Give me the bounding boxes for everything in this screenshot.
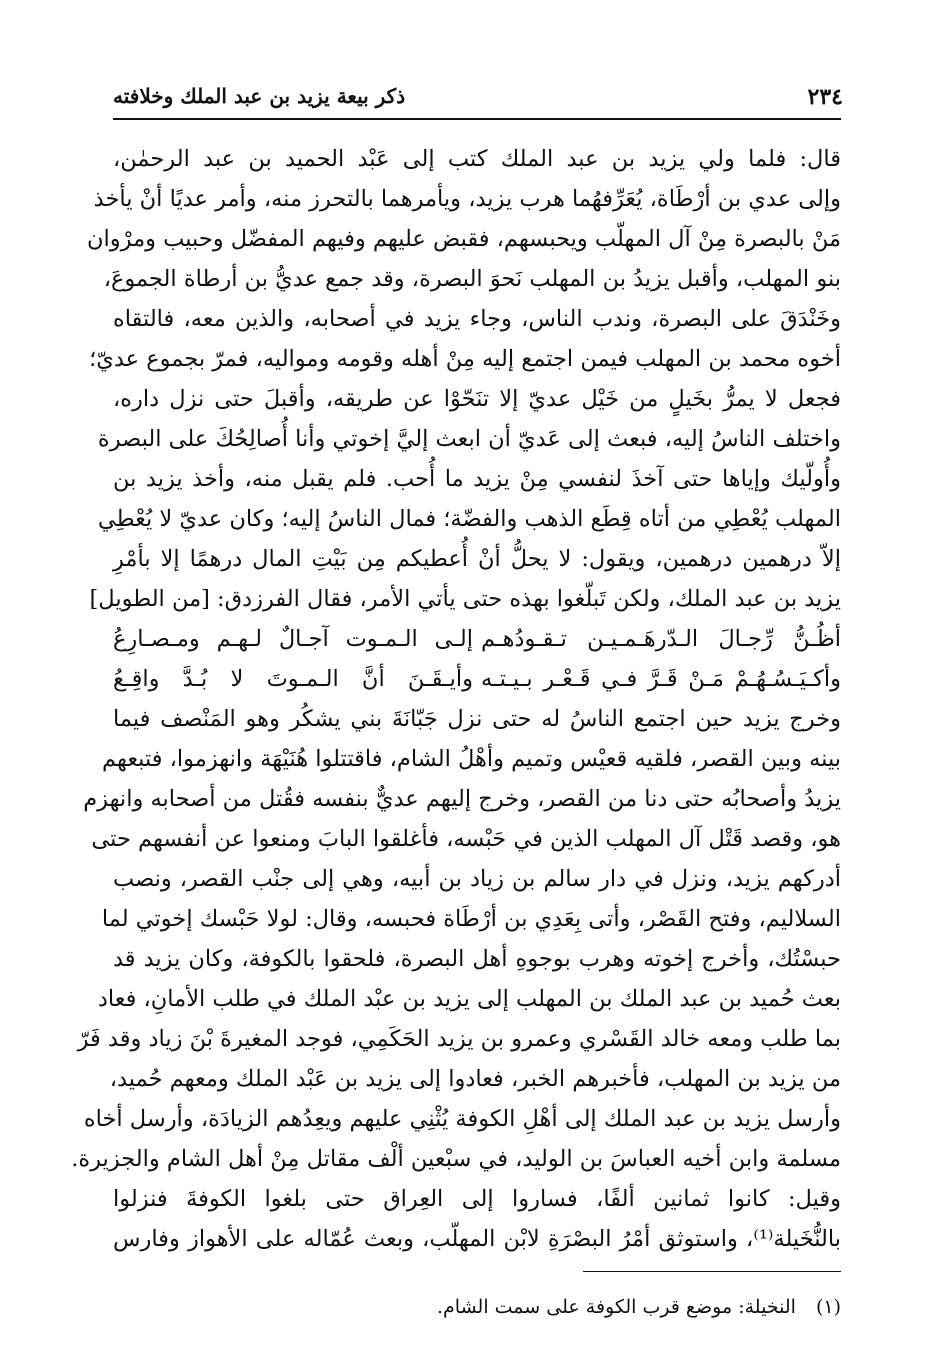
text-line: فجعل لا يمرُّ بخَيلٍ من خَيْل عديّ إلا تنَحّوْا عن طريقه، وأقبلَ حتى نزل داره،: [113, 386, 841, 412]
poem-hemistich-first: أظُـنُّ رِّجـالَ الـدّرهَـمـيـن تـقـودُهـم: [481, 626, 841, 652]
footnote-number: (١): [815, 1296, 841, 1318]
poem-hemistich-first: وأكـيَـسُـهُـمْ مَـنْ قَـرَّ فـي قَـعْـر بـيـتـه: [481, 666, 841, 692]
poem-hemistich-second: إلـى الـمـوت آجـالٌ لـهـم ومـصـارِعُ: [113, 626, 473, 652]
footnote: [113, 1290, 841, 1324]
text-line: وقيل: كانوا ثمانين ألفًا، فساروا إلى العِراق حتى بلغوا الكوفةَ فنزلوا: [113, 1186, 841, 1212]
text-line: بالنُّخَيلة⁽¹⁾، واستوثق أمْرُ البصْرَةِ لابْن المهلّب، وبعث عُمّاله على الأهواز وفارس: [113, 1226, 841, 1252]
poem-hemistich-second: وأيـقَـنَ أنَّ الـمـوتَ لا بُـدَّ واقِـعُ: [113, 666, 473, 692]
text-line: يزيدُ وأصحابُه حتى دنا من القصر، وخرج إليهم عديٌّ بنفسه فقُتل من أصحابه وانهزم: [83, 786, 841, 812]
text-line: يزيد بن عبد الملك، ولكن تَبلّغوا بهذه حتى يأتي الأمر، فقال الفرزدق: [من الطويل]: [89, 586, 841, 612]
page-number: ٢٣٤: [807, 84, 843, 110]
text-line: وأرسل يزيد بن عبد الملك إلى أهْلِ الكوفة يُثْنِي عليهم ويعِدُهم الزيادَة، وأرسل أخاه: [83, 1106, 841, 1132]
text-line: حبسْتُك، وأخرج إخوته وهرب بوجوهِ أهل البصرة، فلحقوا بالكوفة، وكان يزيد قد: [113, 946, 841, 972]
running-header: [113, 80, 843, 110]
text-line: بعث حُميد بن عبد الملك بن المهلب إلى يزيد بن عبْد الملك في طلب الأمانِ، فعاد: [97, 986, 841, 1012]
text-line: وأُولّيك وإياها حتى آخذَ لنفسي مِنْ يزيد ما أُحب. فلم يقبل منه، وأخذ يزيد بن: [113, 466, 841, 492]
text-line: بينه وبين القصر، فلقيه قعيْس وتميم وأهْلُ الشام، فاقتتلوا هُنَيْهَة وانهزموا، فتبعهم: [101, 746, 841, 772]
text-line: قال: فلما ولي يزيد بن عبد الملك كتب إلى عَبْد الحميد بن عبد الرحمٰن،: [113, 146, 841, 172]
text-line: أدركهم يزيد، ونزل في دار سالم بن زياد بن أبيه، وهي إلى جنْب القصر، ونصب: [113, 866, 841, 892]
text-line: وخرج يزيد حين اجتمع الناسُ له حتى نزل جَبّانَةَ بني يشكُر وهو المَنْصف فيما: [113, 706, 841, 732]
text-line: وخَنْدَقَ على البصرة، وندب الناس، وجاء يزيد في أصحابه، والذين معه، فالتقاه: [113, 306, 841, 332]
text-line: بنو المهلب، وأقبل يزيدُ بن المهلب نَحوَ البصرة، وقد جمع عديُّ بن أرطاة الجموعَ،: [103, 266, 841, 292]
text-line: مسلمة وابن أخيه العباسَ بن الوليد، في سبْعين ألْف مقاتل مِنْ أهل الشام والجزيرة.: [71, 1146, 841, 1172]
footnote-text: النخيلة: موضع قرب الكوفة على سمت الشام.: [437, 1296, 796, 1318]
text-line: وإلى عدي بن أرْطَاة، يُعَرِّفهُما هرب يزيد، ويأمرهما بالتحرز منه، وأمر عديًا أنْ يأخذ: [93, 186, 841, 212]
footnote-rule: [583, 1271, 841, 1272]
text-line: أخوه محمد بن المهلب فيمن اجتمع إليه مِنْ أهله وقومه ومواليه، فمرّ بجموع عديّ؛: [89, 346, 841, 372]
text-line: السلاليم، وفتح القَصْر، وأتى بِعَدِي بن أرْطَاة فحبسه، وقال: لولا حَبْسك إخوتي لما: [101, 906, 841, 932]
text-line: واختلف الناسُ إليه، فبعث إلى عَديّ أن ابعث إليَّ إخوتي وأنا أُصالِحُكَ على البصرة: [97, 426, 841, 452]
text-line: المهلب يُعْطِي من أتاه قِطَع الذهب والفضّة؛ فمال الناسُ إليه؛ وكان عديّ لا يُعْطِي: [97, 506, 841, 532]
header-rule: [113, 118, 841, 120]
text-line: من يزيد بن المهلب، فأخبرهم الخبر، فعادوا إلى يزيد بن عَبْد الملك ومعهم حُميد،: [109, 1066, 841, 1092]
running-title: ذكر بيعة يزيد بن عبد الملك وخلافته: [113, 84, 406, 108]
text-line: إلاّ درهمين درهمين، ويقول: لا يحلُّ أنْ أُعطيكم مِن بَيْتِ المال درهمًا إلا بأمْرِ: [113, 546, 841, 572]
text-line: بما طلب ومعه خالد القَسْري وعمرو بن يزيد الحَكَمِي، فوجد المغيرةَ بْنَ زياد وقد فَرّ: [77, 1026, 841, 1052]
text-line: مَنْ بالبصرة مِنْ آل المهلّب ويحبسهم، فقبض عليهم وفيهم المفضّل وحبيب ومرْوان: [87, 226, 841, 252]
text-line: هو، وقصد قَتْل آل المهلب الذين في حَبْسه، فأغلقوا البابَ ومنعوا عن أنفسهم حتى: [91, 826, 841, 852]
